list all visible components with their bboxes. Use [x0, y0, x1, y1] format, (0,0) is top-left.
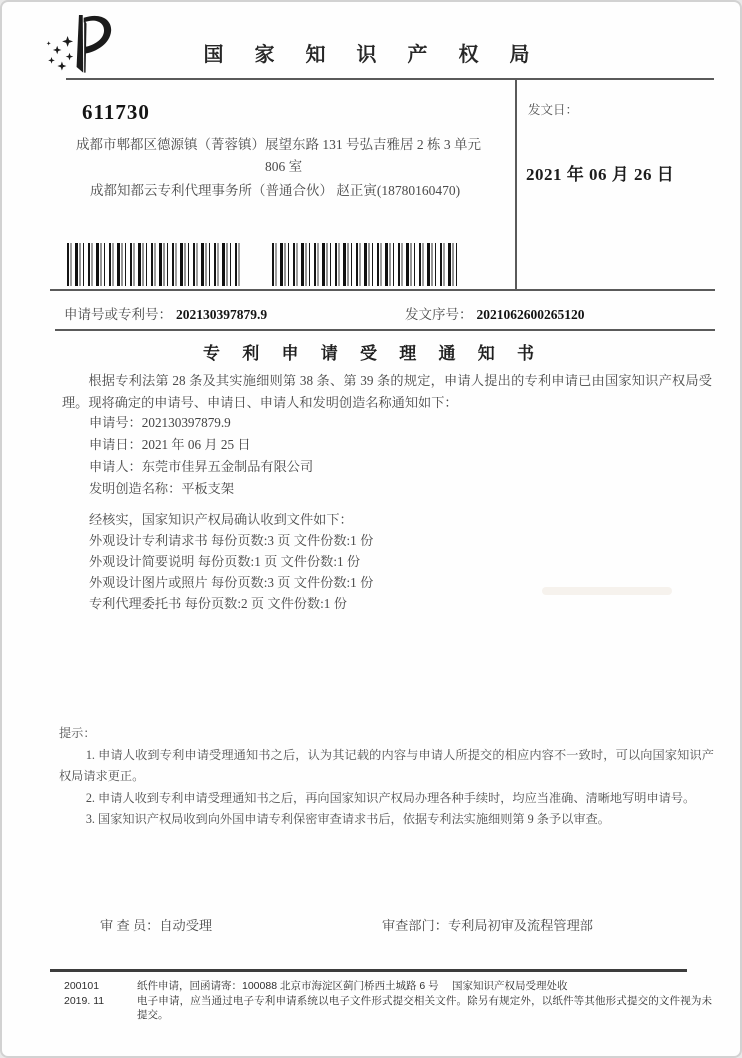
footer-electronic-instruction: 电子申请，应当通过电子专利申请系统以电子文件形式提交相关文件。除另有规定外，以纸件等其他形式提交的文件视为未提交。: [137, 994, 712, 1021]
header-divider: [66, 78, 714, 80]
received-doc-item: 外观设计专利请求书 每份页数:3 页 文件份数:1 份: [89, 533, 374, 548]
note-item: 1. 申请人收到专利申请受理通知书之后，认为其记载的内容与申请人所提交的相应内容不一致时，可以向国家知识产权局请求更正。: [59, 747, 714, 783]
note-item: 3. 国家知识产权局收到向外国申请专利保密审查请求书后，依据专利法实施细则第 9 条予以审查。: [85, 812, 610, 826]
document-title: 专 利 申 请 受 理 通 知 书: [203, 344, 543, 363]
notes-heading: 提示：: [59, 726, 96, 740]
barcode-left: [67, 243, 240, 286]
footer-divider: [50, 969, 687, 972]
title-divider: [55, 329, 715, 331]
application-number-value: 202130397879.9: [176, 307, 268, 322]
footer-paper-instruction: 纸件申请，回函请寄：100088 北京市海淀区蓟门桥西土城路 6 号 国家知识产权局受理处收: [137, 980, 568, 992]
footer-row-electronic: [64, 994, 712, 1023]
recipient-address-line1: 成都市郫都区德源镇（菁蓉镇）展望东路 131 号弘吉雅居 2 栋 3 单元: [76, 137, 481, 152]
application-number-label: 申请号或专利号：: [64, 307, 172, 322]
received-documents: [89, 509, 373, 614]
received-doc-item: 外观设计图片或照片 每份页数:3 页 文件份数:1 份: [89, 575, 374, 590]
detail-row-application-number: 申请号：202130397879.9: [89, 415, 231, 430]
barcode-divider: [50, 289, 715, 291]
examining-department: 审查部门：专利局初审及流程管理部: [382, 918, 593, 933]
barcode-right: [272, 243, 459, 286]
note-item: 2. 申请人收到专利申请受理通知书之后，再向国家知识产权局办理各种手续时，均应当准确、清晰地写明申请号。: [85, 790, 696, 805]
form-version: 2019. 11: [64, 994, 105, 1007]
notes-section: [59, 723, 714, 831]
serial-number-label: 发文序号：: [405, 307, 473, 322]
dispatch-date-label: 发文日：: [528, 103, 579, 117]
intro-paragraph: 根据专利法第 28 条及其实施细则第 38 条、第 39 条的规定，申请人提出的专利申请已由国家知识产权局受理。现将确定的申请号、申请日、申请人和发明创造名称通知如下：: [62, 373, 712, 410]
received-intro: 经核实，国家知识产权局确认收到文件如下：: [89, 512, 353, 527]
agency-title: 国 家 知 识 产 权 局: [203, 44, 543, 66]
agent-line: 成都知都云专利代理事务所（普通合伙） 赵正寅(18780160470): [90, 183, 461, 198]
footer-row-paper: [64, 979, 712, 994]
detail-row-applicant: 申请人：东莞市佳昇五金制品有限公司: [89, 459, 314, 474]
received-doc-item: 专利代理委托书 每份页数:2 页 文件份数:1 份: [89, 596, 347, 611]
postal-code: 611730: [82, 100, 150, 124]
dispatch-date-value: 2021 年 06 月 26 日: [526, 165, 675, 184]
detail-row-invention-title: 发明创造名称：平板支架: [89, 481, 235, 496]
application-details: [89, 412, 313, 500]
recipient-address-line2: 806 室: [264, 159, 303, 174]
dispatch-box-divider: [515, 78, 517, 290]
footer: [64, 979, 712, 1023]
form-code: 200101: [64, 980, 100, 992]
examiner: 审 查 员：自动受理: [100, 918, 213, 933]
serial-number-value: 2021062600265120: [476, 307, 585, 322]
scan-smudge: [542, 587, 672, 595]
detail-row-filing-date: 申请日：2021 年 06 月 25 日: [89, 437, 251, 452]
received-doc-item: 外观设计简要说明 每份页数:1 页 文件份数:1 份: [89, 554, 361, 569]
